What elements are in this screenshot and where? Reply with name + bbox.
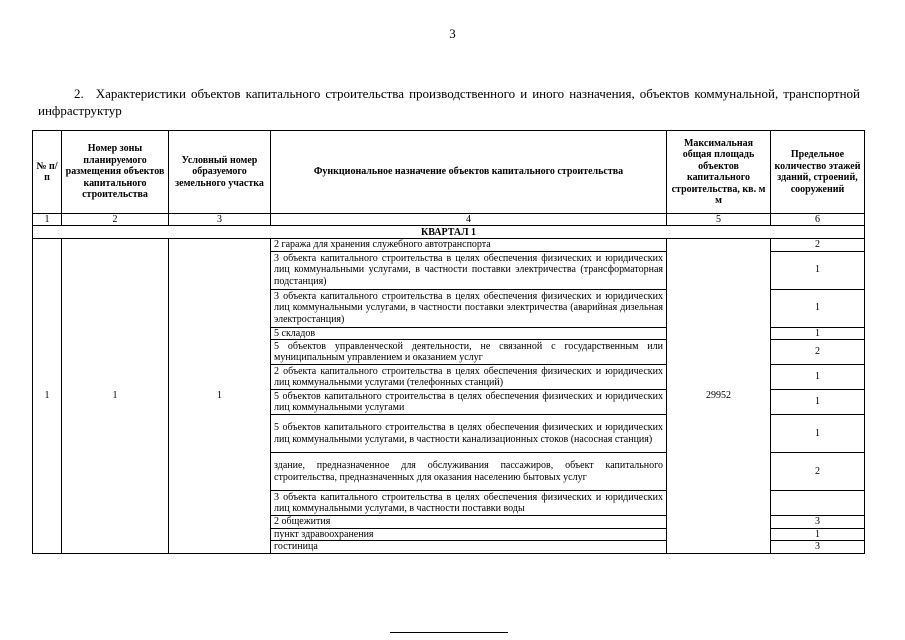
function-cell: здание, предназначенное для обслуживания пассажиров, объект капитального строительства, предназначенных для оказания населению бытовых услуг xyxy=(271,453,667,491)
function-cell: 2 объекта капитального строительства в целях обеспечения физических и юридических лиц коммунальными услугами (телефонных станций) xyxy=(271,365,667,390)
quarter-label: КВАРТАЛ 1 xyxy=(33,226,865,239)
zone-number-cell: 1 xyxy=(62,239,169,554)
column-number: 6 xyxy=(771,214,865,226)
column-number: 2 xyxy=(62,214,169,226)
header-row-number: № п/п xyxy=(33,131,62,214)
header-max-area: Максимальная общая площадь объектов капитального строительства, кв. м м xyxy=(667,131,771,214)
function-cell: 5 объектов капитального строительства в целях обеспечения физических и юридических лиц коммунальными услугами, в частности канализационных стоков (насосная станция) xyxy=(271,415,667,453)
function-cell: гостиница xyxy=(271,541,667,554)
function-cell: 5 складов xyxy=(271,327,667,340)
table-header-row xyxy=(33,131,865,214)
floors-cell: 1 xyxy=(771,289,865,327)
function-cell: пункт здравоохранения xyxy=(271,528,667,541)
function-cell: 3 объекта капитального строительства в целях обеспечения физических и юридических лиц коммунальными услугами, в частности поставки электричества (аварийная дизельная электростанция) xyxy=(271,289,667,327)
table-row xyxy=(33,239,865,252)
floors-cell: 1 xyxy=(771,365,865,390)
header-plot-number: Условный номер образуемого земельного участка xyxy=(169,131,271,214)
header-function: Функциональное назначение объектов капитального строительства xyxy=(271,131,667,214)
floors-cell: 3 xyxy=(771,516,865,529)
plot-number-cell: 1 xyxy=(169,239,271,554)
floors-cell: 2 xyxy=(771,340,865,365)
column-number: 3 xyxy=(169,214,271,226)
function-cell: 5 объектов капитального строительства в целях обеспечения физических и юридических лиц коммунальными услугами xyxy=(271,390,667,415)
quarter-row xyxy=(33,226,865,239)
floors-cell: 1 xyxy=(771,390,865,415)
max-area-cell: 29952 xyxy=(667,239,771,554)
page-number: 3 xyxy=(449,26,456,41)
function-cell: 3 объекта капитального строительства в целях обеспечения физических и юридических лиц коммунальными услугами, в частности поставки электричества (трансформаторная подстанция) xyxy=(271,251,667,289)
row-number-cell: 1 xyxy=(33,239,62,554)
function-cell: 2 общежития xyxy=(271,516,667,529)
section-heading xyxy=(38,85,860,119)
floors-cell xyxy=(771,491,865,516)
header-zone-number: Номер зоны планируемого размещения объектов капитального строительства xyxy=(62,131,169,214)
column-number: 5 xyxy=(667,214,771,226)
floors-cell: 3 xyxy=(771,541,865,554)
column-number-row xyxy=(33,214,865,226)
column-number: 4 xyxy=(271,214,667,226)
floors-cell: 1 xyxy=(771,528,865,541)
function-cell: 5 объектов управленческой деятельности, не связанной с государственным или муниципальным управлением и оказанием услуг xyxy=(271,340,667,365)
floors-cell: 1 xyxy=(771,415,865,453)
floors-cell: 2 xyxy=(771,239,865,252)
function-cell: 3 объекта капитального строительства в целях обеспечения физических и юридических лиц коммунальными услугами, в частности поставки воды xyxy=(271,491,667,516)
floors-cell: 2 xyxy=(771,453,865,491)
section-title: Характеристики объектов капитального строительства производственного и иного назначения, объектов коммунальной, транспортной инфраструктур xyxy=(38,86,860,118)
column-number: 1 xyxy=(33,214,62,226)
characteristics-table xyxy=(32,130,865,554)
section-number: 2. xyxy=(74,86,84,101)
header-floors: Предельное количество этажей зданий, строений, сооружений xyxy=(771,131,865,214)
floors-cell: 1 xyxy=(771,327,865,340)
floors-cell: 1 xyxy=(771,251,865,289)
footer-divider xyxy=(390,632,508,633)
function-cell: 2 гаража для хранения служебного автотранспорта xyxy=(271,239,667,252)
